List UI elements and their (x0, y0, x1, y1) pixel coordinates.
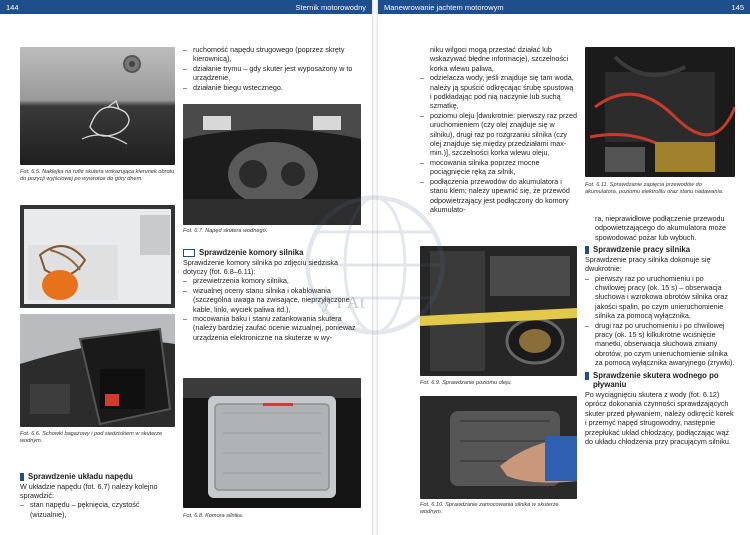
col4-continuation: ra, nieprawidłowe podłączenie przewodu odpowietrzającego do akumulatora może spowodować pożar lub wybuch. (595, 214, 727, 242)
waves-icon (183, 249, 195, 257)
col4-section1-intro: Sprawdzenie pracy silnika dokonuje się dwukrotnie: (585, 254, 711, 274)
col4-section1-list (585, 274, 735, 368)
caption-fig-6-9: Fot. 6.9. Sprawdzanie poziomu oleju. (420, 380, 513, 386)
list-item: – pierwszy raz po uruchomieniu i po chwilowej pracy (ok. 15 s) – obserwacja słuchowa i wzrokowa obrotów silnika oraz jakości spalin, po czym unieruchomienie silnika za pomocą wyłącznika, (585, 274, 735, 321)
right-running-title: Manewrowanie jachtem motorowym (384, 2, 504, 12)
list-item: – wizualnej oceny stanu silnika i okablowania (szczególna uwaga na zwisające, nieprzyłączone kable, linki, wyciek paliwa itd.), (183, 286, 361, 314)
photo-rope-in-storage (20, 205, 175, 308)
photo-storage-under-seat (20, 314, 175, 427)
list-item: – stan napędu – pęknięcia, czystość (wizualnie), (20, 500, 175, 519)
list-item: – poziomu oleju [dwukrotnie: pierwszy raz przed uruchomieniem (czy olej znajduje się w silniku), drugi raz po rozgrzaniu silnika (czy olej znajduje się między przedziałami max-min.)], szczelności korka wlewu oleju, (420, 111, 577, 158)
col2-intro: Sprawdzenie komory silnika po zdjęciu siedziska dotyczy (fot. 6.8–6.11): (183, 257, 339, 276)
column-1-text (20, 469, 175, 519)
column-3-text (420, 45, 577, 214)
list-item: – przewietrzenia komory silnika, (183, 276, 361, 285)
column-2-top-list (183, 45, 361, 92)
photo-sticker-on-stern (20, 47, 175, 165)
caption-fig-6-11: Fot. 6.11. Sprawdzanie zapięcia przewodów do akumulatora, poziomu elektrolitu oraz stanu nadawania. (585, 182, 724, 196)
list-item: – podłączenia przewodów do akumulatora i stanu klem; należy upewnić się, że przewód odpowietrzający jest podłączony do komory akumulato- (420, 177, 577, 215)
caption-fig-6-10: Fot. 6.10. Sprawdzanie zamocowania silnika w skuterze wodnym. (420, 502, 559, 516)
photo-battery-wiring (585, 47, 735, 177)
column-4-text (585, 214, 735, 446)
globe-watermark-icon (300, 190, 450, 340)
left-running-title: Sternik motorowodny (295, 2, 366, 12)
photo-engine-compartment (183, 378, 361, 508)
right-page-header (378, 0, 750, 14)
section-title-engine-operation: Sprawdzenie pracy silnika (585, 245, 735, 255)
list-item: – ruchomość napędu strugowego (poprzez skręty kierownicą), (183, 45, 361, 64)
caption-fig-6-8: Fot. 6.8. Komora silnika. (183, 513, 244, 519)
photo-engine-mount-check (420, 396, 577, 499)
left-page-header (0, 0, 372, 14)
caption-fig-6-6: Fot. 6.6. Schowki bagażowy i pod siedziskiem w skuterze wodnym. (20, 431, 163, 445)
section-title-after-riding: Sprawdzenie skutera wodnego po pływaniu (585, 371, 735, 390)
section-marker-icon (585, 246, 589, 254)
col1-intro: W układzie napędu (fot. 6.7) należy kolejno sprawdzić: (20, 481, 158, 500)
section-title-engine-compartment: Sprawdzenie komory silnika (183, 248, 361, 258)
col3-continuation: niku wilgoci mogą przestać działać lub wskazywać błędne informacje), szczelności korka wlewu paliwa, (430, 45, 569, 73)
list-item: – odzielacza wody, jeśli znajduje się tam woda, należy ją spuścić odkręcając śrubę spustową i podkładając pod nią naczynie lub suchą szmatkę, (420, 73, 577, 111)
section-title-drive-system: Sprawdzenie układu napędu (20, 472, 175, 482)
right-page-number: 145 (731, 2, 744, 12)
caption-fig-6-5: Fot. 6.5. Naklejka na rufie skutera wskazująca kierunek obrotu do pozycji wyjściowej po wywrotce do góry dnem. (20, 169, 175, 183)
list-item: – mocowania baku i stanu zatankowania skutera (należy bardziej zaufać ocenie wizualnej, ponieważ urządzenia elektroniczne na skuterze w wy- (183, 314, 361, 342)
left-page-number: 144 (6, 2, 19, 12)
watermark-text: y i At (322, 293, 366, 312)
list-item: – mocowania silnika poprzez mocne pociągnięcie ręką za silnik, (420, 158, 577, 177)
list-item: – działanie trymu – gdy skuter jest wyposażony w to urządzenie, (183, 64, 361, 83)
list-item: – drugi raz po uruchomieniu i po chwilowej pracy (ok. 15 s) kilkukrotne wciśnięcie manetki, obserwacja słuchowa zmiany obrotów, po czym unieruchomienie silnika za pomocą wyłącznika awaryjnego (zrywki). (585, 321, 735, 368)
col1-list (20, 500, 175, 519)
section-marker-icon (585, 372, 589, 380)
col4-section2-text: Po wyciągnięciu skutera z wody (fot. 6.12) oprócz dokonania czynności sprawdzających skuter przed pływaniem, należy odkręcić korek i przemyć napęd strugowodny, następnie przepłukać układ chłodzący, podłączając wąż do układu chłodzenia przy pracującym silniku. (585, 389, 734, 446)
section-marker-icon (20, 473, 24, 481)
list-item: – działanie biegu wstecznego. (183, 83, 361, 92)
caption-fig-6-7: Fot. 6.7. Napęd skutera wodnego. (183, 228, 268, 234)
